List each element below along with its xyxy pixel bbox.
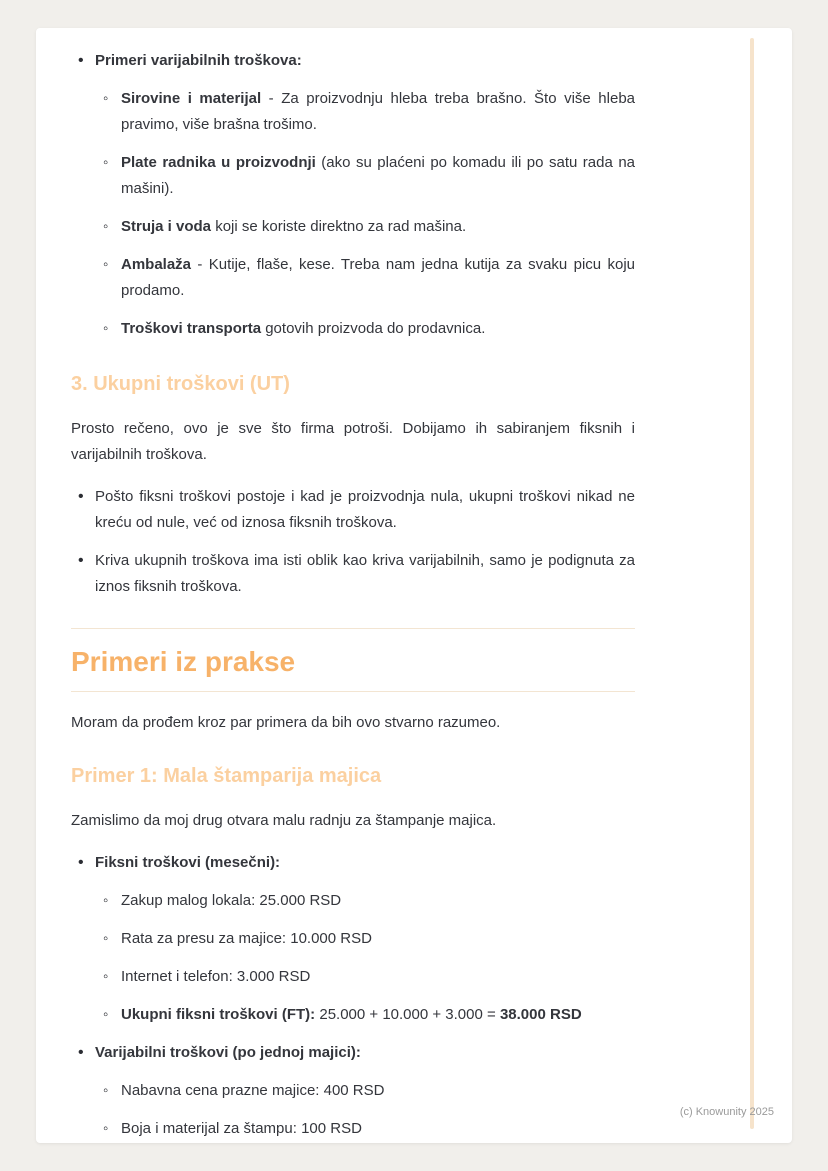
definition: koji se koriste direktno za rad mašina. bbox=[211, 218, 467, 235]
list-item bbox=[71, 484, 635, 536]
list-item bbox=[95, 888, 635, 914]
cost-line: Zakup malog lokala: 25.000 RSD bbox=[121, 892, 342, 909]
section-divider bbox=[71, 628, 635, 629]
total-amount: 38.000 RSD bbox=[499, 1006, 582, 1023]
definition: (ako su plaćeni po komadu ili po satu rada na mašini). bbox=[121, 154, 635, 197]
list-item bbox=[95, 214, 635, 240]
cost-line: Internet i telefon: 3.000 RSD bbox=[121, 968, 311, 985]
term: Ambalaža bbox=[121, 256, 192, 273]
term: Troškovi transporta bbox=[121, 320, 262, 337]
fixed-costs-sublist bbox=[95, 888, 635, 1028]
term: Struja i voda bbox=[121, 218, 212, 235]
variable-costs-list bbox=[71, 48, 635, 342]
definition: - Kutije, flaše, kese. Treba nam jedna kutija za svaku picu koju prodamo. bbox=[121, 256, 635, 299]
list-item bbox=[71, 548, 635, 600]
list-item bbox=[71, 850, 635, 1028]
variable-costs-sublist bbox=[95, 86, 635, 342]
total-calculation: 25.000 + 10.000 + 3.000 = bbox=[315, 1006, 500, 1023]
heading-primer-1: Primer 1: Mala štamparija majica bbox=[71, 765, 382, 787]
variable-costs-example-sublist bbox=[95, 1078, 635, 1142]
list-item bbox=[95, 86, 635, 138]
list-item bbox=[95, 1002, 635, 1028]
list-item-title: Varijabilni troškovi (po jednoj majici): bbox=[95, 1044, 361, 1061]
total-label: Ukupni fiksni troškovi (FT): bbox=[121, 1006, 316, 1023]
copyright-footer: (c) Knowunity 2025 bbox=[679, 1106, 774, 1118]
list-item bbox=[95, 926, 635, 952]
paragraph-example1-intro: Zamislimo da moj drug otvara malu radnju za štampanje majica. bbox=[71, 812, 497, 829]
term: Plate radnika u proizvodnji bbox=[121, 154, 316, 171]
list-item bbox=[95, 1078, 635, 1104]
cost-line: Nabavna cena prazne majice: 400 RSD bbox=[121, 1082, 385, 1099]
list-item-title: Primeri varijabilnih troškova: bbox=[95, 52, 302, 69]
cost-line: Boja i materijal za štampu: 100 RSD bbox=[121, 1120, 362, 1137]
point-text: Pošto fiksni troškovi postoje i kad je proizvodnja nula, ukupni troškovi nikad ne kreću od nule, već od iznosa fiksnih troškova. bbox=[95, 488, 635, 531]
list-item bbox=[71, 48, 635, 342]
list-item bbox=[95, 1116, 635, 1142]
point-text: Kriva ukupnih troškova ima isti oblik kao kriva varijabilnih, samo je podignuta za iznos fiksnih troškova. bbox=[95, 552, 635, 595]
list-item bbox=[95, 150, 635, 202]
term: Sirovine i materijal bbox=[121, 90, 262, 107]
heading-ukupni-troskovi: 3. Ukupni troškovi (UT) bbox=[71, 373, 290, 395]
list-item-title: Fiksni troškovi (mesečni): bbox=[95, 854, 281, 871]
document-content bbox=[36, 28, 635, 1142]
list-item bbox=[71, 1040, 635, 1142]
list-item bbox=[95, 252, 635, 304]
paragraph-total-costs-intro: Prosto rečeno, ovo je sve što firma potroši. Dobijamo ih sabiranjem fiksnih i varijabilnih troškova. bbox=[71, 420, 635, 463]
list-item bbox=[95, 964, 635, 990]
example1-costs-list bbox=[71, 850, 635, 1142]
definition: - Za proizvodnju hleba treba brašno. Što više hleba pravimo, više brašna trošimo. bbox=[121, 90, 635, 133]
heading-primeri-iz-prakse: Primeri iz prakse bbox=[71, 645, 635, 692]
document-page bbox=[36, 28, 792, 1143]
paragraph-examples-intro: Moram da prođem kroz par primera da bih ovo stvarno razumeo. bbox=[71, 714, 501, 731]
page-edge-accent bbox=[750, 38, 754, 1129]
total-costs-points bbox=[71, 484, 635, 600]
cost-line: Rata za presu za majice: 10.000 RSD bbox=[121, 930, 372, 947]
definition: gotovih proizvoda do prodavnica. bbox=[261, 320, 486, 337]
list-item bbox=[95, 316, 635, 342]
